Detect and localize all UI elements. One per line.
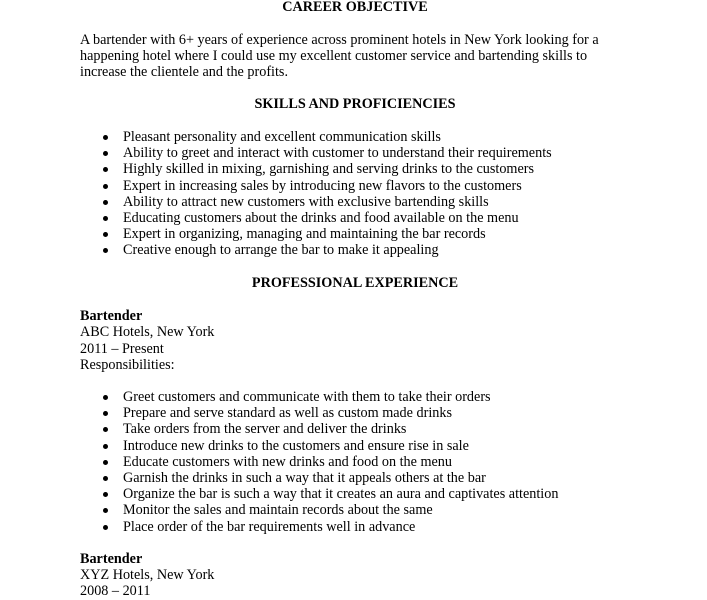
list-item: Expert in increasing sales by introducing new flavors to the customers [0, 178, 552, 194]
list-item: Prepare and serve standard as well as custom made drinks [0, 405, 558, 421]
list-item: Garnish the drinks in such a way that it appeals others at the bar [0, 470, 558, 486]
bullet-icon [103, 135, 108, 140]
job-company: ABC Hotels, New York [80, 324, 215, 340]
bullet-icon [103, 151, 108, 156]
job-period: 2011 – Present [80, 341, 164, 357]
career-objective-heading: CAREER OBJECTIVE [282, 0, 428, 15]
list-item: Place order of the bar requirements well in advance [0, 519, 558, 535]
bullet-icon [103, 200, 108, 205]
experience-heading: PROFESSIONAL EXPERIENCE [251, 275, 459, 291]
bullet-icon [103, 411, 108, 416]
career-objective-text: A bartender with 6+ years of experience across prominent hotels in New York looking for a happening hotel where I could use my excellent customer service and bartending skills to increase the clientele and the profits. [80, 32, 599, 81]
job-title: Bartender [80, 551, 143, 567]
job-period: 2008 – 2011 [80, 583, 151, 599]
responsibilities-label: Responsibilities: [80, 357, 175, 373]
bullet-icon [103, 167, 108, 172]
list-item: Ability to attract new customers with exclusive bartending skills [0, 194, 552, 210]
bullet-icon [103, 476, 108, 481]
bullet-icon [103, 508, 108, 513]
list-item: Highly skilled in mixing, garnishing and serving drinks to the customers [0, 161, 552, 177]
list-item: Creative enough to arrange the bar to make it appealing [0, 242, 552, 258]
bullet-icon [103, 427, 108, 432]
list-item: Expert in organizing, managing and maintaining the bar records [0, 226, 552, 242]
bullet-icon [103, 525, 108, 530]
list-item: Take orders from the server and deliver the drinks [0, 421, 558, 437]
bullet-icon [103, 248, 108, 253]
list-item: Monitor the sales and maintain records about the same [0, 502, 558, 518]
list-item: Educating customers about the drinks and food available on the menu [0, 210, 552, 226]
bullet-icon [103, 444, 108, 449]
list-item: Organize the bar is such a way that it creates an aura and captivates attention [0, 486, 558, 502]
list-item: Greet customers and communicate with them to take their orders [0, 389, 558, 405]
responsibilities-list [0, 389, 558, 535]
list-item: Ability to greet and interact with customer to understand their requirements [0, 145, 552, 161]
bullet-icon [103, 395, 108, 400]
bullet-icon [103, 232, 108, 237]
bullet-icon [103, 216, 108, 221]
bullet-icon [103, 460, 108, 465]
skills-heading: SKILLS AND PROFICIENCIES [254, 96, 456, 112]
bullet-icon [103, 492, 108, 497]
bullet-icon [103, 184, 108, 189]
skills-list [0, 129, 552, 259]
list-item: Introduce new drinks to the customers and ensure rise in sale [0, 438, 558, 454]
job-company: XYZ Hotels, New York [80, 567, 215, 583]
list-item: Educate customers with new drinks and food on the menu [0, 454, 558, 470]
list-item: Pleasant personality and excellent communication skills [0, 129, 552, 145]
job-title: Bartender [80, 308, 143, 324]
